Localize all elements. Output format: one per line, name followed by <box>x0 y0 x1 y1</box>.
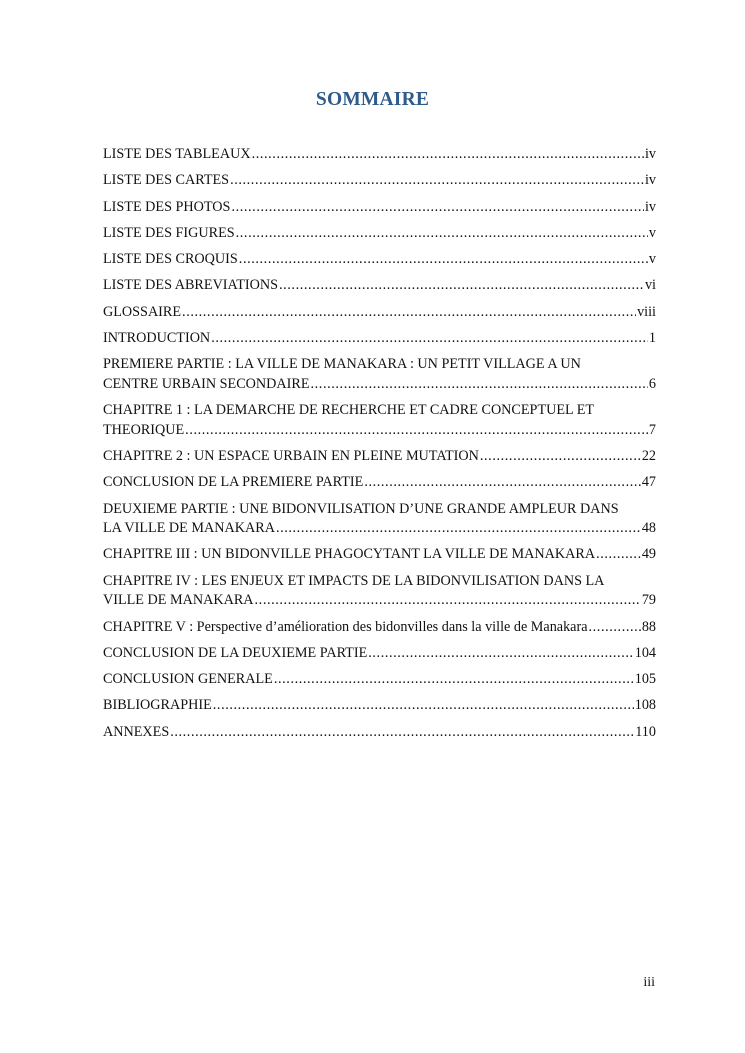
toc-dot-leader <box>279 276 644 296</box>
toc-dot-leader <box>213 696 634 716</box>
toc-entry[interactable] <box>103 303 656 323</box>
toc-entry-title: CONCLUSION GENERALE <box>103 671 273 688</box>
toc-dot-leader <box>185 421 648 441</box>
toc-entry-page: 49 <box>641 546 656 563</box>
toc-entry-title-line: DEUXIEME PARTIE : UNE BIDONVILISATION D’UNE GRANDE AMPLEUR DANS <box>103 500 619 517</box>
toc-entry-line <box>103 473 656 493</box>
toc-dot-leader <box>236 224 648 244</box>
toc-entry-line <box>103 421 656 441</box>
toc-entry-line <box>103 198 656 218</box>
toc-entry-title: ANNEXES <box>103 723 170 740</box>
toc-entry-title: INTRODUCTION <box>103 329 211 346</box>
toc-entry-line <box>103 329 656 349</box>
toc-entry-page: 1 <box>648 329 656 346</box>
table-of-contents <box>103 145 656 749</box>
toc-entry-line <box>103 303 656 323</box>
toc-entry-title: LISTE DES PHOTOS <box>103 198 231 215</box>
toc-dot-leader <box>311 375 648 395</box>
toc-dot-leader <box>589 618 641 638</box>
toc-entry[interactable] <box>103 473 656 493</box>
toc-entry-page: iv <box>644 172 656 189</box>
toc-dot-leader <box>274 670 634 690</box>
toc-dot-leader <box>364 473 640 493</box>
toc-entry-page: 104 <box>634 644 656 661</box>
toc-entry[interactable] <box>103 545 656 565</box>
toc-entry-title: CHAPITRE V : Perspective d’amélioration des bidonvilles dans la ville de Manakara <box>103 618 588 635</box>
toc-entry[interactable] <box>103 171 656 191</box>
page-number: iii <box>643 975 655 990</box>
toc-entry-title: GLOSSAIRE <box>103 303 182 320</box>
toc-dot-leader <box>239 250 648 270</box>
toc-entry-title: THEORIQUE <box>103 421 185 438</box>
toc-dot-leader <box>170 723 634 743</box>
toc-entry-page: 105 <box>634 671 656 688</box>
toc-entry-page: 47 <box>641 474 656 491</box>
toc-entry-line <box>103 224 656 244</box>
toc-entry-line <box>103 250 656 270</box>
toc-entry-line <box>103 644 656 664</box>
toc-entry-line <box>103 591 656 611</box>
toc-entry-line <box>103 276 656 296</box>
toc-entry-line <box>103 723 656 743</box>
toc-entry-title: CONCLUSION DE LA PREMIERE PARTIE <box>103 474 364 491</box>
toc-entry[interactable] <box>103 670 656 690</box>
toc-entry-title: VILLE DE MANAKARA <box>103 592 254 609</box>
toc-entry-page: 48 <box>641 520 656 537</box>
toc-entry-line <box>103 545 656 565</box>
toc-entry-title: CENTRE URBAIN SECONDAIRE <box>103 375 310 392</box>
toc-entry-page: 79 <box>641 592 656 609</box>
toc-dot-leader <box>276 519 641 539</box>
toc-entry-title: LA VILLE DE MANAKARA <box>103 520 275 537</box>
toc-entry-title: LISTE DES TABLEAUX <box>103 146 251 162</box>
toc-entry-line <box>103 618 656 638</box>
toc-entry[interactable] <box>103 723 656 743</box>
toc-dot-leader <box>211 329 648 349</box>
toc-entry-page: 22 <box>641 448 656 464</box>
toc-entry[interactable] <box>103 329 656 349</box>
toc-entry[interactable] <box>103 276 656 296</box>
toc-dot-leader <box>182 303 636 323</box>
toc-entry-title-line: CHAPITRE 1 : LA DEMARCHE DE RECHERCHE ET CADRE CONCEPTUEL ET <box>103 402 595 419</box>
toc-dot-leader <box>596 545 641 565</box>
toc-entry-line <box>103 375 656 395</box>
toc-entry-line <box>103 171 656 191</box>
toc-entry-title: LISTE DES ABREVIATIONS <box>103 277 278 294</box>
toc-entry[interactable] <box>103 644 656 664</box>
toc-entry-line <box>103 670 656 690</box>
toc-dot-leader <box>231 198 644 218</box>
toc-entry[interactable] <box>103 198 656 218</box>
toc-entry[interactable] <box>103 401 656 440</box>
toc-entry-page: iv <box>644 146 656 162</box>
toc-entry[interactable] <box>103 224 656 244</box>
toc-dot-leader <box>255 591 641 611</box>
toc-entry-line <box>103 519 656 539</box>
page-title: SOMMAIRE <box>315 89 430 110</box>
toc-entry-page: 108 <box>634 697 656 714</box>
toc-entry-title: LISTE DES CROQUIS <box>103 251 238 268</box>
toc-entry-line <box>103 447 656 467</box>
toc-dot-leader <box>230 171 644 191</box>
toc-entry-title-line: CHAPITRE IV : LES ENJEUX ET IMPACTS DE LA BIDONVILISATION DANS LA <box>103 572 605 589</box>
toc-entry-page: v <box>648 224 656 241</box>
toc-entry-line <box>103 696 656 716</box>
toc-dot-leader <box>480 447 641 467</box>
toc-entry[interactable] <box>103 696 656 716</box>
toc-entry[interactable] <box>103 355 656 394</box>
toc-entry[interactable] <box>103 447 656 467</box>
toc-entry-page: vi <box>644 277 656 294</box>
toc-entry-title: CHAPITRE 2 : UN ESPACE URBAIN EN PLEINE MUTATION <box>103 448 479 464</box>
toc-entry-page: 6 <box>648 375 656 392</box>
toc-entry-title: LISTE DES CARTES <box>103 172 230 189</box>
toc-entry[interactable] <box>103 145 656 165</box>
toc-entry-line <box>103 145 656 165</box>
toc-entry-page: 7 <box>648 421 656 438</box>
toc-entry-page: 88 <box>641 618 656 635</box>
toc-entry-title: LISTE DES FIGURES <box>103 224 235 241</box>
toc-entry-title: BIBLIOGRAPHIE <box>103 697 212 714</box>
toc-entry[interactable] <box>103 500 656 539</box>
toc-entry[interactable] <box>103 250 656 270</box>
toc-entry-title: CONCLUSION DE LA DEUXIEME PARTIE <box>103 644 368 661</box>
toc-dot-leader <box>252 145 644 165</box>
toc-entry-page: 110 <box>635 723 656 740</box>
toc-dot-leader <box>368 644 633 664</box>
toc-entry-title-line: PREMIERE PARTIE : LA VILLE DE MANAKARA : UN PETIT VILLAGE A UN <box>103 356 581 373</box>
toc-entry[interactable] <box>103 572 656 611</box>
toc-entry-page: iv <box>644 198 656 215</box>
toc-entry[interactable] <box>103 618 656 638</box>
toc-entry-title: CHAPITRE III : UN BIDONVILLE PHAGOCYTANT LA VILLE DE MANAKARA <box>103 546 596 563</box>
toc-entry-page: v <box>648 251 656 268</box>
toc-entry-page: viii <box>637 303 656 320</box>
